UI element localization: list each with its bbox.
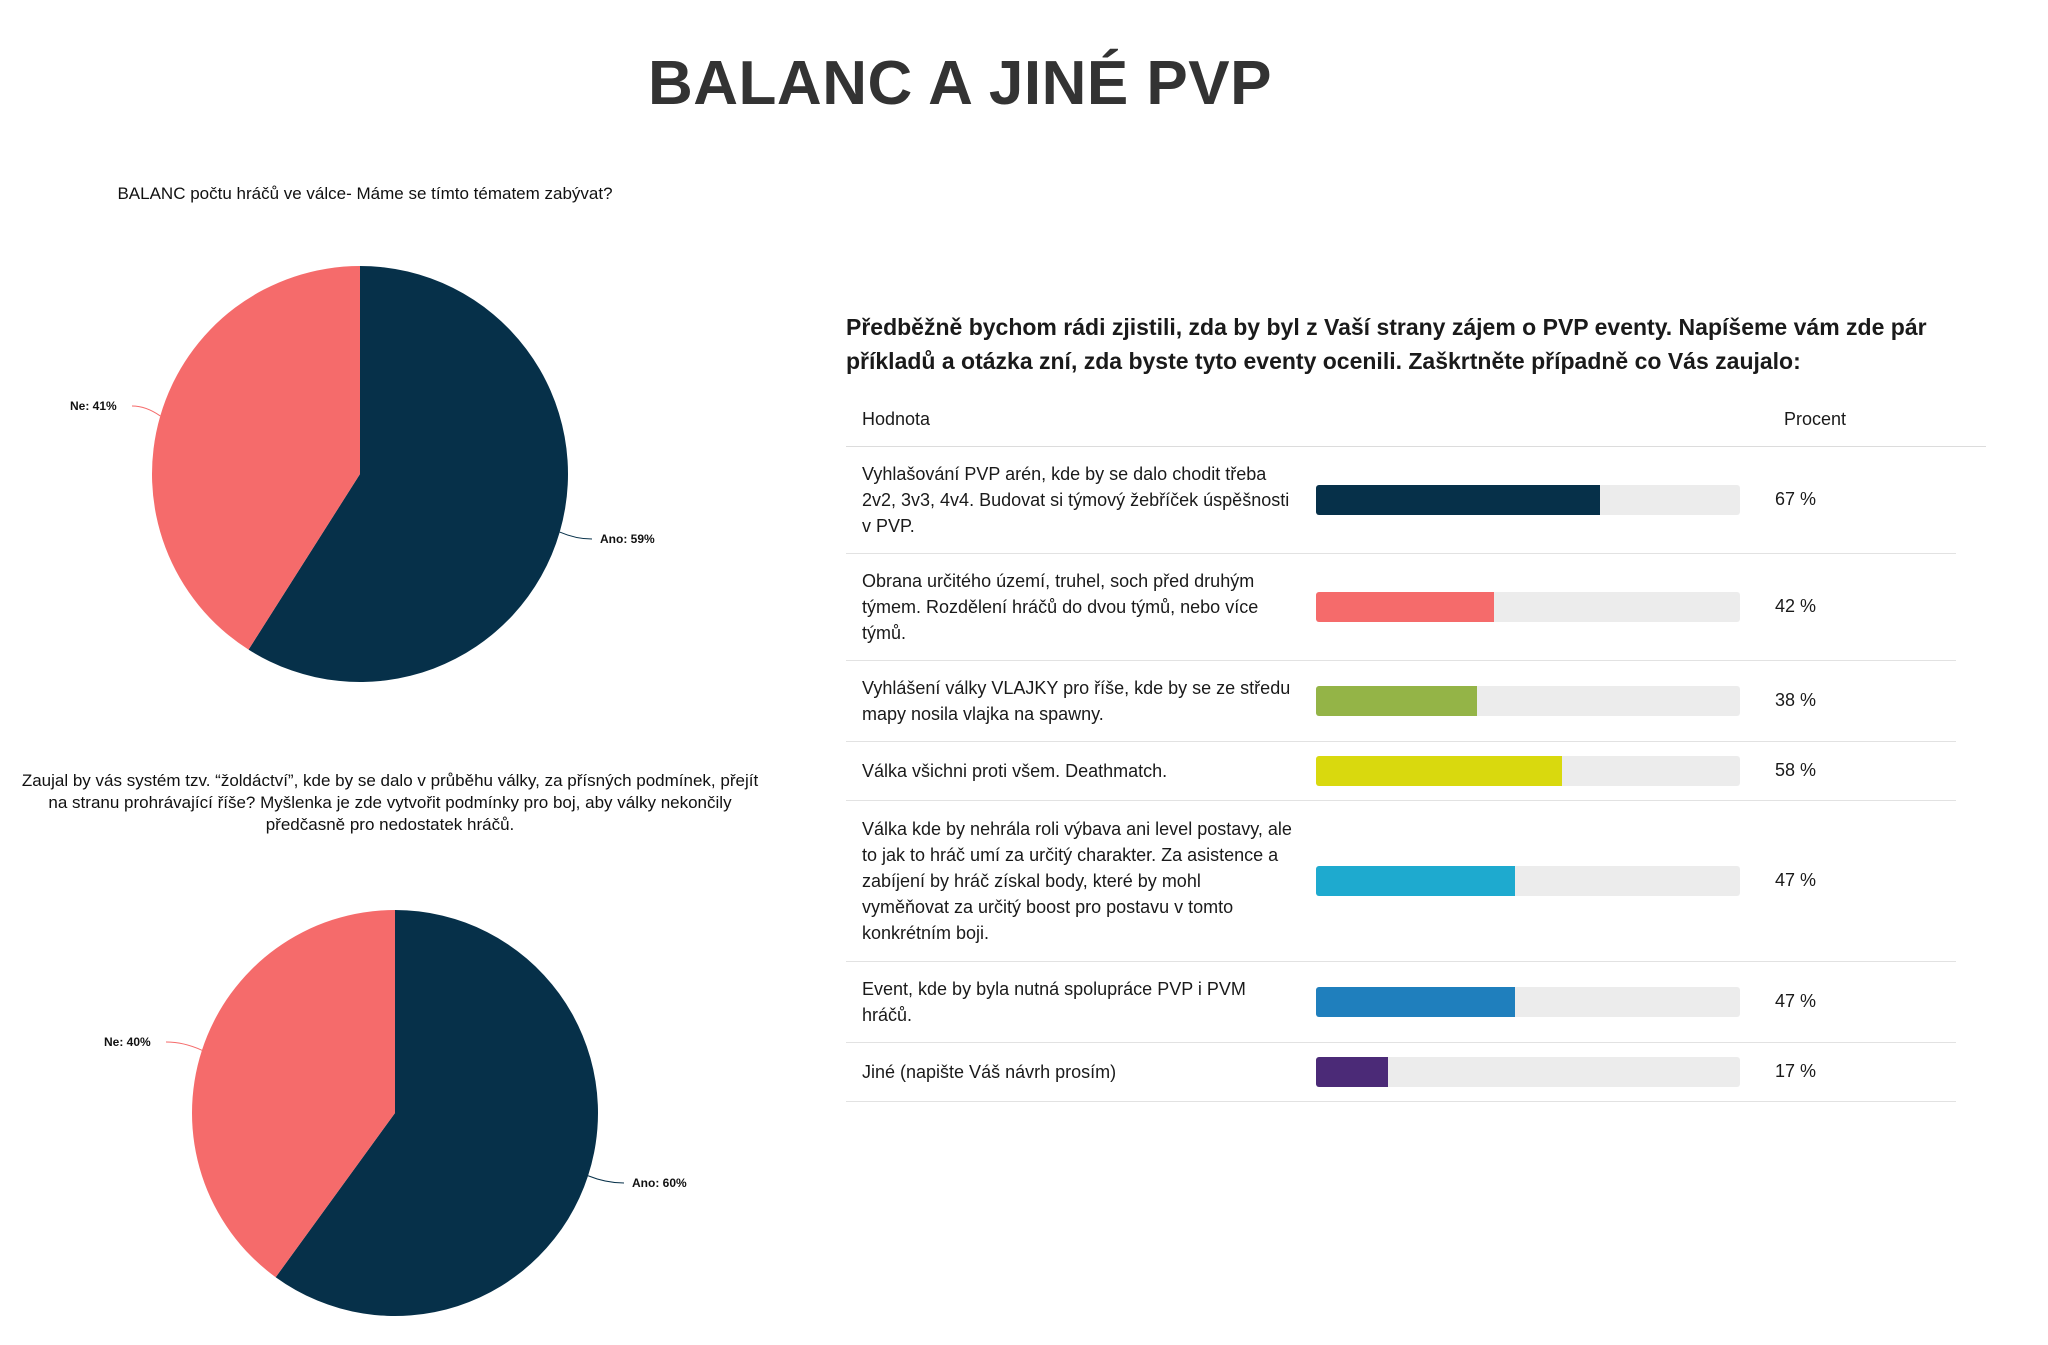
- page-title: BALANC A JINÉ PVP: [648, 49, 1272, 118]
- row-label: Vyhlášení války VLAJKY pro říše, kde by se ze středu mapy nosila vlajka na spawny.: [862, 678, 1291, 724]
- bar-fill: [1316, 592, 1494, 622]
- table-row: [846, 1043, 1956, 1102]
- table-header: [846, 392, 1986, 447]
- survey-results-table: [846, 310, 1996, 1102]
- row-label: Válka všichni proti všem. Deathmatch.: [862, 761, 1168, 781]
- bar-fill: [1316, 756, 1562, 786]
- bar-track: [1316, 987, 1740, 1017]
- row-label: Obrana určitého území, truhel, soch před druhým týmem. Rozdělení hráčů do dvou týmů, nebo více týmů.: [862, 571, 1259, 643]
- row-label: Vyhlašování PVP arén, kde by se dalo chodit třeba 2v2, 3v3, 4v4. Budovat si týmový žebříček úspěšnosti v PVP.: [862, 464, 1290, 536]
- pie-leader-line-ne: [166, 1042, 202, 1050]
- bar-fill: [1316, 866, 1515, 896]
- bar-track: [1316, 756, 1740, 786]
- pie-slice-label-ano: Ano: 59%: [600, 532, 655, 546]
- pie-leader-line-ne: [132, 406, 160, 416]
- table-row: [846, 554, 1956, 661]
- table-row: [846, 661, 1956, 742]
- bar-track: [1316, 485, 1740, 515]
- row-percent: 38 %: [1774, 690, 1816, 710]
- column-header-percent: Procent: [1784, 409, 1847, 429]
- bar-track: [1316, 866, 1740, 896]
- row-label: Jiné (napište Váš návrh prosím): [862, 1062, 1117, 1082]
- bar-fill: [1316, 686, 1477, 716]
- bar-fill: [1316, 987, 1515, 1017]
- table-row: [846, 447, 1956, 554]
- row-label: Válka kde by nehrála roli výbava ani level postavy, ale to jak to hráč umí za určitý charakter. Za asistence a zabíjení by hráč získal body, které by mohl vyměňovat za určitý boost pro postavu v tomto konkrétním boji.: [862, 819, 1292, 943]
- bar-track: [1316, 686, 1740, 716]
- table-rows: [846, 447, 1996, 1102]
- pie-slice-label-ano: Ano: 60%: [632, 1176, 687, 1190]
- bar-track: [1316, 1057, 1740, 1087]
- row-percent: 47 %: [1774, 870, 1816, 890]
- bar-track: [1316, 592, 1740, 622]
- pie-slice-label-ne: Ne: 40%: [104, 1035, 151, 1049]
- pie-chart-1: [0, 240, 760, 700]
- row-percent: 17 %: [1774, 1061, 1816, 1081]
- bar-fill: [1316, 485, 1600, 515]
- table-row: [846, 801, 1956, 962]
- table-row: [846, 742, 1956, 801]
- pie-leader-line-ano: [560, 532, 592, 539]
- pie-slice-label-ne: Ne: 41%: [70, 399, 117, 413]
- row-percent: 42 %: [1774, 596, 1816, 616]
- pie-chart-2: [0, 870, 760, 1330]
- pie-leader-line-ano: [588, 1176, 624, 1183]
- row-percent: 67 %: [1774, 489, 1816, 509]
- survey-question: Předběžně bychom rádi zjistili, zda by byl z Vaší strany zájem o PVP eventy. Napíšeme vám zde pár příkladů a otázka zní, zda byste tyto eventy ocenili. Zaškrtněte případně co Vás zaujalo:: [846, 314, 1927, 374]
- row-percent: 58 %: [1774, 760, 1816, 780]
- column-header-value: Hodnota: [862, 409, 931, 429]
- pie-chart-1-title: BALANC počtu hráčů ve válce- Máme se tímto tématem zabývat?: [117, 184, 613, 203]
- table-row: [846, 962, 1956, 1043]
- row-percent: 47 %: [1774, 991, 1816, 1011]
- pie-chart-2-title: Zaujal by vás systém tzv. “žoldáctví”, kde by se dalo v průběhu války, za přísných podmínek, přejít na stranu prohrávající říše? Myšlenka je zde vytvořit podmínky pro boj, aby války nekončily předčasně pro nedostatek hráčů.: [21, 771, 759, 834]
- bar-fill: [1316, 1057, 1388, 1087]
- row-label: Event, kde by byla nutná spolupráce PVP i PVM hráčů.: [862, 979, 1246, 1025]
